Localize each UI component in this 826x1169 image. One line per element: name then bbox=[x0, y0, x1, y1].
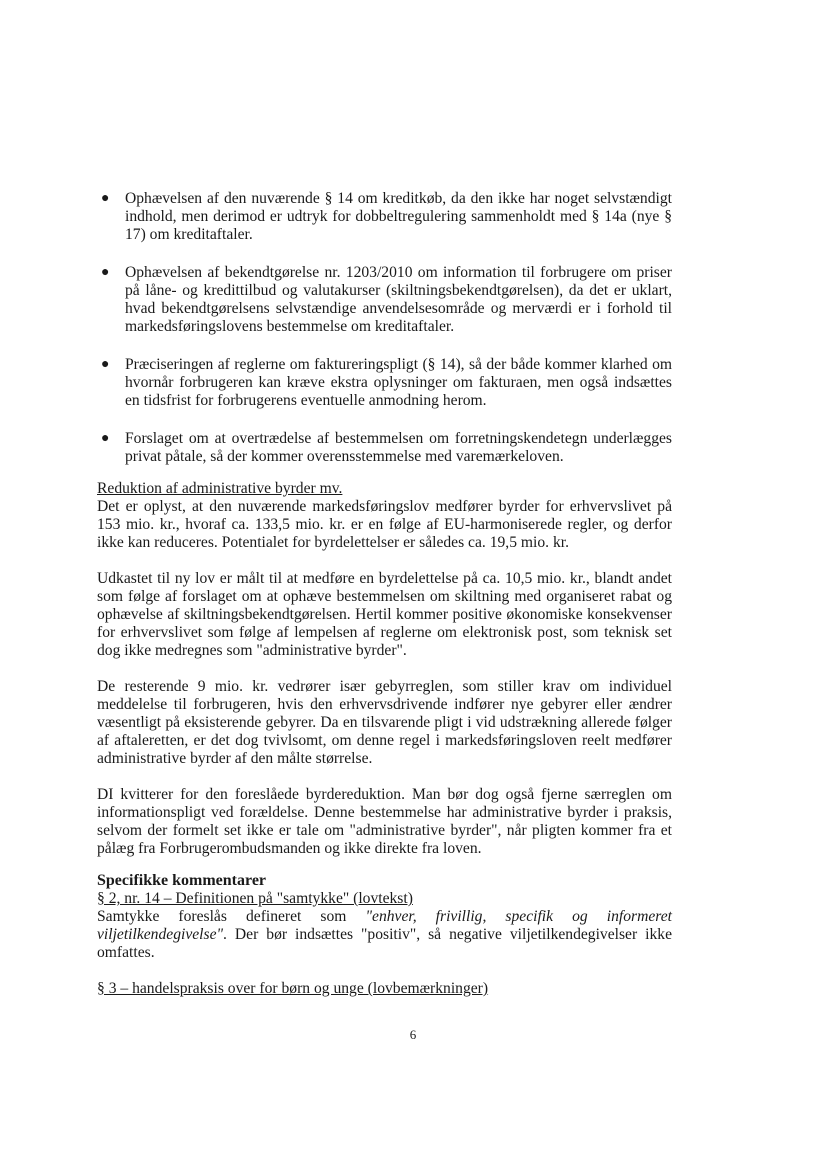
bullet-icon: ● bbox=[101, 191, 110, 206]
bullet-icon: ● bbox=[101, 265, 110, 280]
admin-heading: Reduktion af administrative byrder mv. bbox=[97, 480, 343, 497]
list-item bbox=[97, 430, 672, 466]
list-item bbox=[97, 356, 672, 410]
admin-paragraph-1: Det er oplyst, at den nuværende markedsføringslov medfører byrder for erhvervslivet på 153 mio. kr., hvoraf ca. 133,5 mio. kr. er en følge af EU-harmoniserede regler, og derfor ikke kan reduceres. Potentialet for byrdelettelser er således ca. 19,5 mio. kr. bbox=[97, 498, 672, 551]
list-item bbox=[97, 190, 672, 244]
bullet-icon: ● bbox=[101, 357, 110, 372]
bullet-text: Ophævelsen af den nuværende § 14 om kreditkøb, da den ikke har noget selvstændigt indhold, men derimod er udtryk for dobbeltregulering sammenholdt med § 14a (nye § 17) om kreditaftaler. bbox=[125, 190, 672, 243]
page-number: 6 bbox=[409, 1027, 417, 1042]
samtykke-paragraph bbox=[97, 908, 672, 962]
list-item bbox=[97, 264, 672, 336]
admin-paragraph-3: De resterende 9 mio. kr. vedrører især gebyrreglen, som stiller krav om individuel meddelelse til forbrugeren, hvis den erhvervsdrivende indfører nye gebyrer eller ændrer væsentligt på eksisterende gebyrer. Da en tilsvarende pligt i vid udstrækning allerede følger af aftaleretten, er det dog tvivlsomt, om denne regel i markedsføringsloven reelt medfører administrative byrder af den målte størrelse. bbox=[97, 678, 672, 767]
admin-paragraph-4: DI kvitterer for den foreslåede byrdereduktion. Man bør dog også fjerne særreglen om informationspligt ved forældelse. Denne bestemmelse har administrative byrder i praksis, selvom der formelt set ikke er tale om "administrative byrder", når pligten kommer fra et pålæg fra Forbrugerombudsmanden og ikke direkte fra loven. bbox=[97, 786, 672, 857]
bullet-text: Præciseringen af reglerne om faktureringspligt (§ 14), så der både kommer klarhed om hvornår forbrugeren kan kræve ekstra oplysninger om fakturaen, men også indsættes en tidsfrist for forbrugerens eventuelle anmodning herom. bbox=[125, 356, 672, 409]
samtykke-quote: "enhver, frivillig, specifik og informeret viljetilkendegivelse" bbox=[97, 908, 672, 943]
bullet-icon: ● bbox=[101, 431, 110, 446]
samtykke-text-pre: Samtykke foreslås defineret som bbox=[97, 908, 366, 925]
bullet-text: Forslaget om at overtrædelse af bestemmelsen om forretningskendetegn underlægges privat påtale, så der kommer overensstemmelse med varemærkeloven. bbox=[125, 430, 672, 465]
specific-heading: Specifikke kommentarer bbox=[97, 872, 267, 889]
admin-paragraph-2: Udkastet til ny lov er målt til at medføre en byrdelettelse på ca. 10,5 mio. kr., blandt andet som følge af forslaget om at ophæve bestemmelsen om skiltning med organiseret rabat og ophævelse af skiltningsbekendtgørelsen. Hertil kommer positive økonomiske konsekvenser for erhvervslivet som følge af lempelsen af reglerne om elektronisk post, som teknisk set dog ikke medregnes som "administrative byrder". bbox=[97, 570, 672, 659]
bullet-list bbox=[97, 190, 672, 466]
subheading-samtykke: § 2, nr. 14 – Definitionen på "samtykke" (lovtekst) bbox=[97, 890, 413, 907]
subheading-children: § 3 – handelspraksis over for børn og unge (lovbemærkninger) bbox=[97, 980, 489, 997]
bullet-text: Ophævelsen af bekendtgørelse nr. 1203/2010 om information til forbrugere om priser på låne- og kredittilbud og valutakurser (skiltningsbekendtgørelsen), da det er uklart, hvad bekendtgørelsens selvstændige anvendelsesområde og merværdi er i forhold til markedsføringslovens bestemmelse om kreditaftaler. bbox=[125, 264, 672, 335]
page-content bbox=[97, 190, 672, 998]
samtykke-text-post: . Der bør indsættes "positiv", så negative viljetilkendegivelser ikke omfattes. bbox=[97, 926, 672, 961]
